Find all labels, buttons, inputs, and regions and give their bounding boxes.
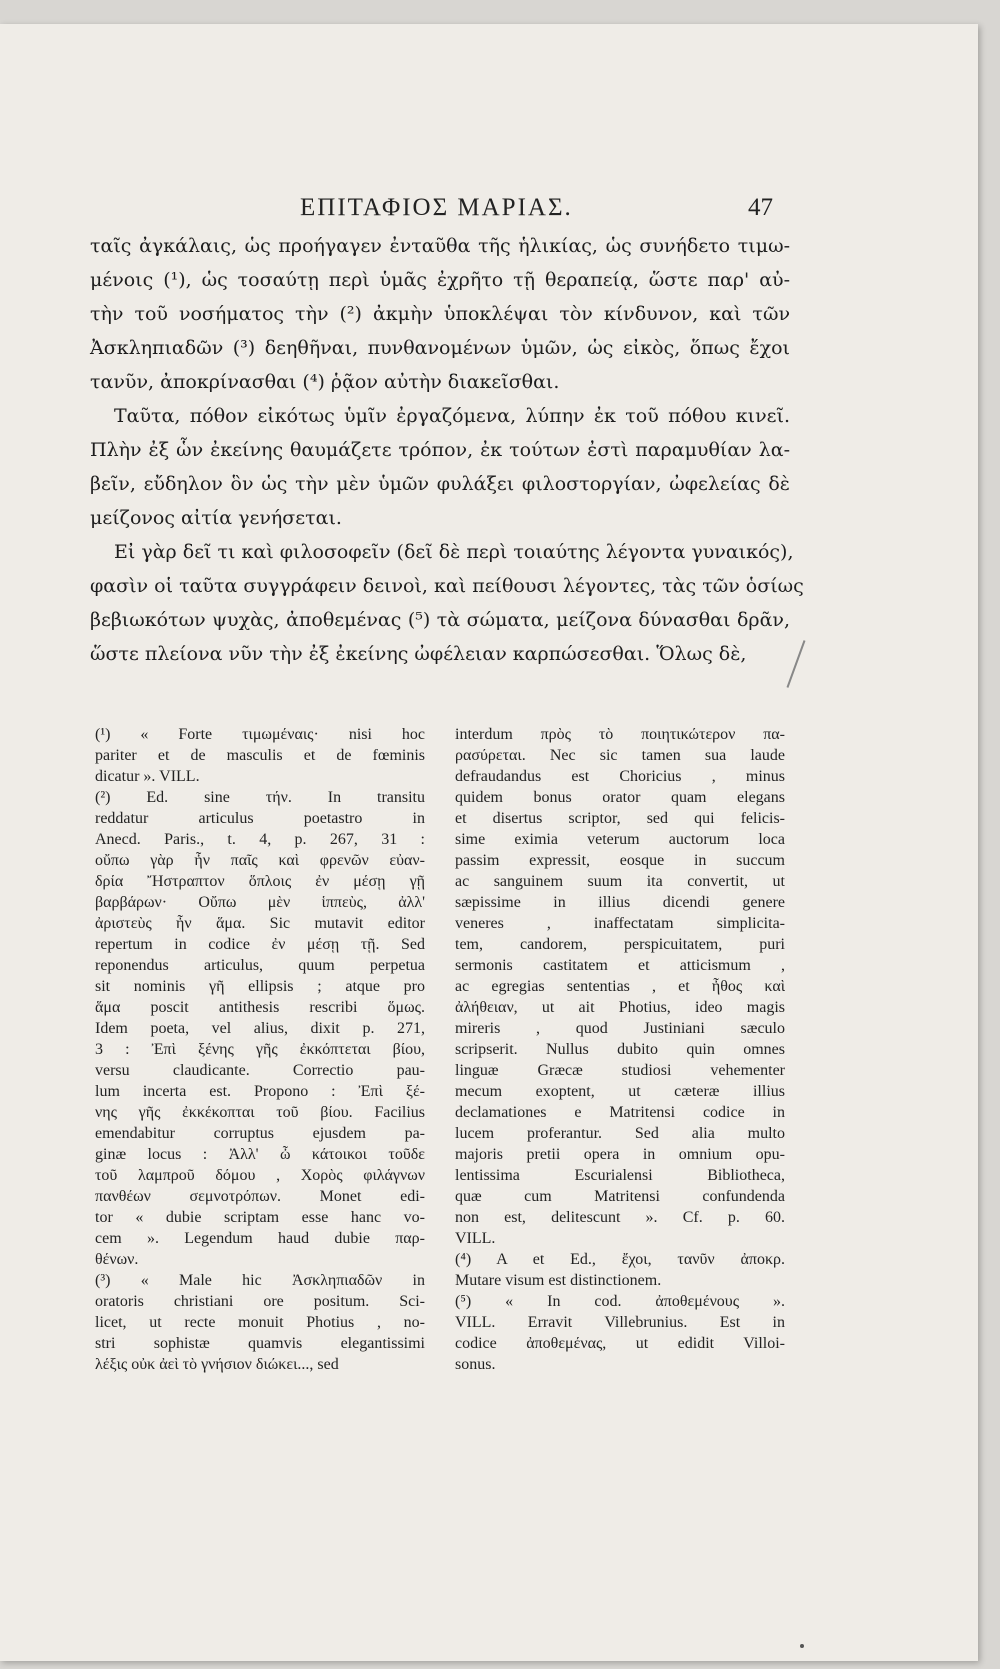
footnote-line: (⁴) A et Ed., ἔχοι, τανῦν ἀποκρ. bbox=[455, 1251, 785, 1268]
book-page bbox=[0, 24, 978, 1661]
footnote-line: defraudandus est Choricius , minus bbox=[455, 768, 785, 785]
footnote-line: licet, ut recte monuit Photius , no- bbox=[95, 1314, 425, 1331]
page-header bbox=[0, 194, 978, 234]
footnote-line: sæpissime in illius dicendi genere bbox=[455, 894, 785, 911]
footnote-line: ἀριστεὺς ἦν ἅμα. Sic mutavit editor bbox=[95, 915, 425, 932]
footnote-line: 3 : Ἐπὶ ξένης γῆς ἐκκόπτεται βίου, bbox=[95, 1041, 425, 1058]
footnote-line: sermonis castitatem et atticismum , bbox=[455, 957, 785, 974]
text-line: μένοις (¹), ὡς τοσαύτῃ περὶ ὑμᾶς ἐχρῆτο τῇ θεραπείᾳ, ὥστε παρ' αὐ- bbox=[90, 269, 790, 291]
footnote-line: lum incerta est. Propono : Ἐπὶ ξέ- bbox=[95, 1083, 425, 1100]
footnote-line: sonus. bbox=[455, 1356, 496, 1373]
footnote-line: et disertus scriptor, sed qui felicis- bbox=[455, 810, 785, 827]
footnote-line: (¹) « Forte τιμωμέναις· nisi hoc bbox=[95, 726, 425, 743]
footnote-line: βαρβάρων· Οὔπω μὲν ἱππεὺς, ἀλλ' bbox=[95, 894, 425, 911]
footnotes-left-column bbox=[95, 724, 425, 1375]
footnote-line: Mutare visum est distinctionem. bbox=[455, 1272, 662, 1289]
text-line: Πλὴν ἐξ ὧν ἐκείνης θαυμάζετε τρόπον, ἐκ τούτων ἐστὶ παραμυθίαν λα- bbox=[90, 439, 790, 461]
footnote-line: (⁵) « In cod. ἀποθεμένους ». bbox=[455, 1293, 785, 1310]
footnote-line: (³) « Male hic Ἀσκληπιαδῶν in bbox=[95, 1272, 425, 1289]
text-line: ταῖς ἀγκάλαις, ὡς προήγαγεν ἐνταῦθα τῆς ἡλικίας, ὡς συνήδετο τιμω- bbox=[90, 235, 790, 257]
footnote-line: non est, delitescunt ». Cf. p. 60. bbox=[455, 1209, 785, 1226]
footnote-line: majoris pretii opera in omnium opu- bbox=[455, 1146, 785, 1163]
footnote-line: νης γῆς ἐκκέκοπται τοῦ βίου. Facilius bbox=[95, 1104, 425, 1121]
footnote-line: veneres , inaffectatam simplicita- bbox=[455, 915, 785, 932]
footnote-line: repertum in codice ἐν μέσῃ τῇ. Sed bbox=[95, 936, 425, 953]
footnote-line: θένων. bbox=[95, 1251, 139, 1268]
text-line: Ταῦτα, πόθον εἰκότως ὑμῖν ἐργαζόμενα, λύπην ἐκ τοῦ πόθου κινεῖ. bbox=[114, 405, 790, 427]
footnote-line: Idem poeta, vel alius, dixit p. 271, bbox=[95, 1020, 425, 1037]
paper-speck bbox=[800, 1644, 804, 1648]
running-title: ΕΠΙΤΑΦΙΟΣ ΜΑΡΙΑΣ. bbox=[300, 194, 573, 221]
footnote-line: codice ἀποθεμένας, ut edidit Villoi- bbox=[455, 1335, 785, 1352]
footnote-line: scripserit. Nullus dubito quin omnes bbox=[455, 1041, 785, 1058]
footnote-line: tor « dubie scriptam esse hanc vo- bbox=[95, 1209, 425, 1226]
footnote-line: declamationes e Matritensi codice in bbox=[455, 1104, 785, 1121]
main-text bbox=[90, 229, 804, 671]
text-line: φασὶν οἱ ταῦτα συγγράφειν δεινοὶ, καὶ πείθουσι λέγοντες, τὰς τῶν ὁσίως bbox=[90, 575, 804, 597]
footnote-line: δρία Ἤστραπτον ὅπλοις ἐν μέσῃ γῇ bbox=[95, 873, 425, 890]
footnote-line: sime eximia veterum auctorum loca bbox=[455, 831, 785, 848]
footnote-line: οὔπω γὰρ ἦν παῖς καὶ φρενῶν εὐαν- bbox=[95, 852, 425, 869]
text-line: Εἰ γὰρ δεῖ τι καὶ φιλοσοφεῖν (δεῖ δὲ περὶ τοιαύτης λέγοντα γυναικός), bbox=[114, 541, 794, 563]
text-line: τὴν τοῦ νοσήματος τὴν (²) ἀκμὴν ὑποκλέψαι τὸν κίνδυνον, καὶ τῶν bbox=[90, 303, 790, 325]
footnote-line: quæ cum Matritensi confundenda bbox=[455, 1188, 785, 1205]
footnote-line: passim expressit, eosque in succum bbox=[455, 852, 785, 869]
footnote-line: ρασύρεται. Nec sic tamen sua laude bbox=[455, 747, 785, 764]
text-line: ὥστε πλείονα νῦν τὴν ἐξ ἐκείνης ὠφέλειαν καρπώσεσθαι. Ὅλως δὲ, bbox=[90, 643, 747, 665]
footnote-line: sit nominis γῆ ellipsis ; atque pro bbox=[95, 978, 425, 995]
footnote-line: pariter et de masculis et de fœminis bbox=[95, 747, 425, 764]
footnote-line: dicatur ». VILL. bbox=[95, 768, 200, 785]
footnote-line: ac sanguinem suum ita convertit, ut bbox=[455, 873, 785, 890]
footnote-line: mecum exoptent, ut cæteræ illius bbox=[455, 1083, 785, 1100]
footnote-line: τοῦ λαμπροῦ δόμου , Χορὸς φιλάγνων bbox=[95, 1167, 425, 1184]
footnote-line: lucem proferantur. Sed alia multo bbox=[455, 1125, 785, 1142]
footnote-line: mireris , quod Justiniani sæculo bbox=[455, 1020, 785, 1037]
footnote-line: reponendus articulus, quum perpetua bbox=[95, 957, 425, 974]
footnote-line: cem ». Legendum haud dubie παρ- bbox=[95, 1230, 425, 1247]
footnote-line: versu claudicante. Correctio pau- bbox=[95, 1062, 425, 1079]
footnote-line: ἅμα poscit antithesis rescribi ὅμως. bbox=[95, 999, 425, 1016]
footnote-line: ac egregias sententias , et ἦθος καὶ bbox=[455, 978, 785, 995]
footnotes-right-column bbox=[455, 724, 785, 1375]
footnote-line: reddatur articulus poetastro in bbox=[95, 810, 425, 827]
footnote-line: ἀλήθειαν, ut ait Photius, ideo magis bbox=[455, 999, 785, 1016]
footnote-line: tem, candorem, perspicuitatem, puri bbox=[455, 936, 785, 953]
footnote-line: πανθέων σεμνοτρόπων. Monet edi- bbox=[95, 1188, 425, 1205]
text-line: Ἀσκληπιαδῶν (³) δεηθῆναι, πυνθανομένων ὑμῶν, ὡς εἰκὸς, ὅπως ἔχοι bbox=[90, 337, 790, 359]
footnote-line: λέξις οὐκ ἀεὶ τὸ γνήσιον διώκει..., sed bbox=[95, 1356, 339, 1373]
page-number: 47 bbox=[748, 194, 773, 221]
footnote-line: VILL. bbox=[455, 1230, 496, 1247]
text-line: μείζονος αἰτία γενήσεται. bbox=[90, 507, 342, 529]
footnote-line: emendabitur corruptus ejusdem pa- bbox=[95, 1125, 425, 1142]
footnote-line: quidem bonus orator quam elegans bbox=[455, 789, 785, 806]
footnote-line: linguæ Græcæ studiosi vehementer bbox=[455, 1062, 785, 1079]
footnote-line: interdum πρὸς τὸ ποιητικώτερον πα- bbox=[455, 726, 785, 743]
footnote-line: Anecd. Paris., t. 4, p. 267, 31 : bbox=[95, 831, 425, 848]
footnote-line: lentissima Escurialensi Bibliotheca, bbox=[455, 1167, 785, 1184]
footnote-line: VILL. Erravit Villebrunius. Est in bbox=[455, 1314, 785, 1331]
footnote-line: stri sophistæ quamvis elegantissimi bbox=[95, 1335, 425, 1352]
footnote-line: ginæ locus : Ἀλλ' ὦ κάτοικοι τοῦδε bbox=[95, 1146, 425, 1163]
footnote-line: oratoris christiani ore positum. Sci- bbox=[95, 1293, 425, 1310]
footnote-line: (²) Ed. sine τήν. In transitu bbox=[95, 789, 425, 806]
text-line: βεβιωκότων ψυχὰς, ἀποθεμένας (⁵) τὰ σώματα, μείζονα δύνασθαι δρᾶν, bbox=[90, 609, 790, 631]
text-line: βεῖν, εὔδηλον ὃν ὡς τὴν μὲν ὑμῶν φυλάξει φιλοστοργίαν, ὠφελείας δὲ bbox=[90, 473, 790, 495]
text-line: τανῦν, ἀποκρίνασθαι (⁴) ῥᾷον αὐτὴν διακεῖσθαι. bbox=[90, 371, 560, 393]
